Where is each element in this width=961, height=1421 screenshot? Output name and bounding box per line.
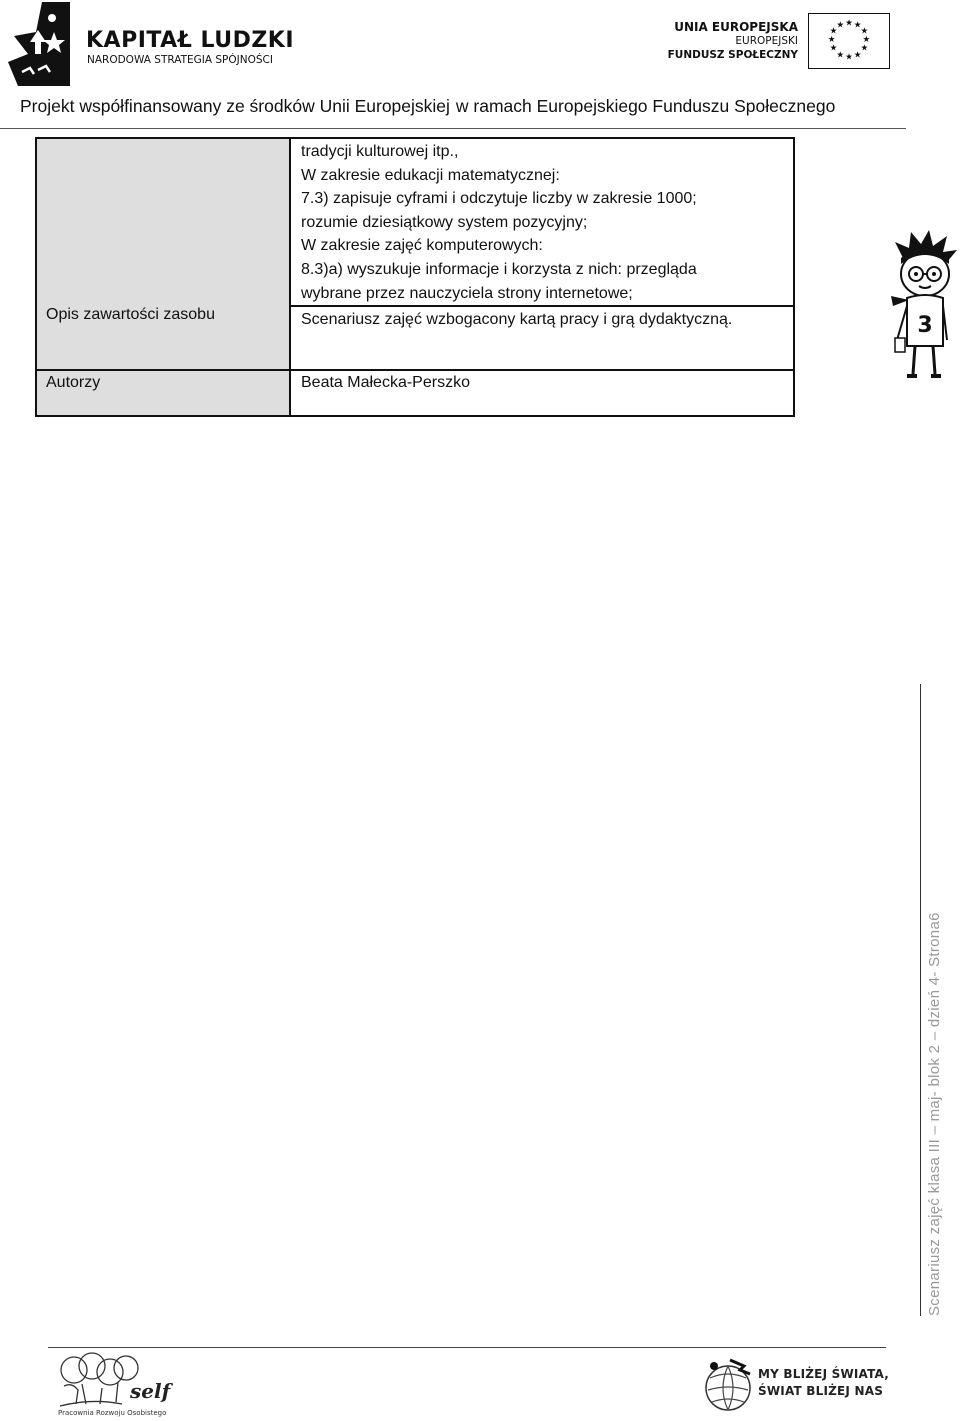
- svg-text:★: ★: [827, 34, 836, 45]
- project-line-part-1: Projekt współfinansowany ze środków Unii Europejskiej: [20, 96, 450, 116]
- continued-content: [291, 139, 793, 305]
- project-line-part-2: w ramach Europejskiego Funduszu Społecznego: [455, 96, 836, 116]
- svg-text:★: ★: [829, 43, 838, 54]
- brand-title: KAPITAŁ LUDZKI: [86, 28, 295, 53]
- continued-line: 8.3)a) wyszukuje informacje i korzysta z nich: przegląda: [301, 260, 697, 278]
- table-row-autorzy: [36, 370, 794, 416]
- slogan-line-2: ŚWIAT BLIŻEJ NAS: [758, 1384, 884, 1398]
- svg-text:self: self: [130, 1379, 171, 1403]
- continued-line: wybrane przez nauczyciela strony internetowe;: [301, 284, 633, 302]
- svg-text:★: ★: [836, 50, 845, 61]
- autorzy-value: Beata Małecka-Perszko: [301, 374, 470, 391]
- slogan-line-1: MY BLIŻEJ ŚWIATA,: [758, 1367, 890, 1381]
- opis-value-cell: [290, 138, 794, 370]
- project-funding-line: [20, 96, 835, 117]
- eu-line-3: FUNDUSZ SPOŁECZNY: [667, 49, 798, 61]
- opis-label: Opis zawartości zasobu: [46, 306, 215, 323]
- table-row-opis: [36, 138, 794, 370]
- globe-icon: [700, 1356, 754, 1416]
- page-footer-vertical: Scenariusz zajęć klasa III – maj- blok 2 – dzień 4- Strona6: [926, 912, 943, 1316]
- eu-fund-text: [618, 20, 798, 62]
- svg-text:★: ★: [836, 20, 845, 31]
- svg-text:★: ★: [829, 26, 838, 37]
- brand-subtitle: NARODOWA STRATEGIA SPÓJNOŚCI: [87, 54, 273, 66]
- mascot-badge: 3: [917, 313, 933, 338]
- side-divider: [920, 684, 921, 1316]
- autorzy-value-cell: [290, 370, 794, 416]
- continued-line: tradycji kulturowej itp.,: [301, 143, 459, 160]
- class-mascot-figure: [885, 228, 961, 380]
- continued-line: 7.3) zapisuje cyframi i odczytuje liczby w zakresie 1000;: [301, 190, 697, 208]
- svg-text:★: ★: [845, 52, 853, 63]
- svg-text:★: ★: [860, 26, 869, 37]
- resource-table: [35, 137, 795, 417]
- continued-line: rozumie dziesiątkowy system pozycyjny;: [301, 213, 588, 231]
- kapital-ludzki-logo: [8, 2, 70, 86]
- header-divider: [0, 128, 906, 129]
- continued-line: W zakresie edukacji matematycznej:: [301, 166, 560, 184]
- svg-text:★: ★: [845, 18, 853, 29]
- footer-divider: [48, 1347, 886, 1348]
- svg-text:★: ★: [853, 50, 862, 61]
- opis-value: Scenariusz zajęć wzbogacony kartą pracy i grą dydaktyczną.: [301, 311, 733, 329]
- eu-line-1: UNIA EUROPEJSKA: [674, 20, 798, 34]
- autorzy-label: Autorzy: [46, 374, 101, 391]
- opis-label-cell: [36, 138, 290, 370]
- svg-text:★: ★: [862, 34, 871, 45]
- eu-flag-icon: [808, 13, 890, 69]
- svg-text:★: ★: [853, 20, 862, 31]
- self-caption: Pracownia Rozwoju Osobistego: [58, 1409, 167, 1417]
- autorzy-label-cell: [36, 370, 290, 416]
- continued-line: W zakresie zajęć komputerowych:: [301, 237, 543, 255]
- slogan: [758, 1366, 889, 1400]
- svg-text:★: ★: [860, 43, 869, 54]
- eu-line-2: EUROPEJSKI: [735, 35, 798, 47]
- self-logo: [52, 1352, 171, 1414]
